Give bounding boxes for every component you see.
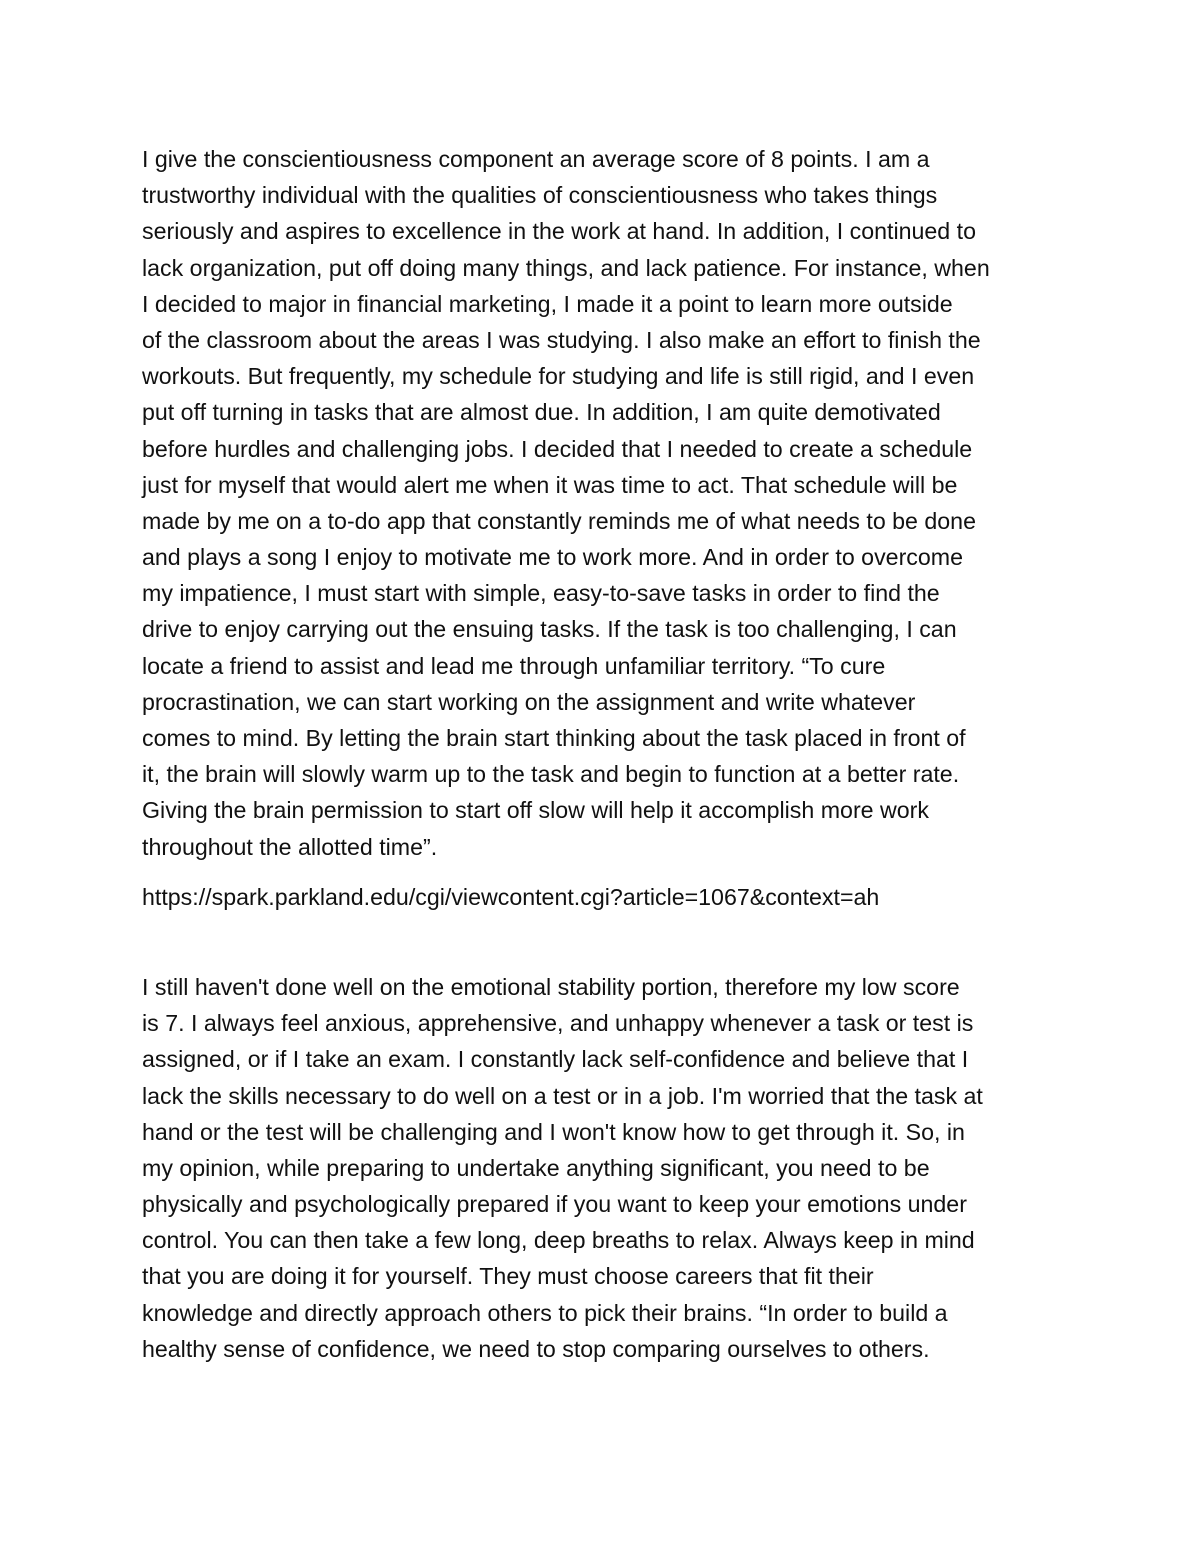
paragraph-line: is 7. I always feel anxious, apprehensive, and unhappy whenever a task or test is [142,1010,974,1037]
paragraph-line: that you are doing it for yourself. They must choose careers that fit their [142,1263,874,1290]
paragraph-line: I give the conscientiousness component an average score of 8 points. I am a [142,146,930,172]
paragraph-emotional-stability [142,969,1072,1367]
paragraph-line: physically and psychologically prepared if you want to keep your emotions under [142,1191,967,1218]
paragraph-line: I decided to major in financial marketing, I made it a point to learn more outside [142,290,953,317]
paragraph-line: Giving the brain permission to start off slow will help it accomplish more work [142,797,929,824]
document-body [142,141,1072,1367]
paragraph-line: made by me on a to-do app that constantly reminds me of what needs to be done [142,507,976,534]
paragraph-line: just for myself that would alert me when it was time to act. That schedule will be [142,471,958,498]
paragraph-line: comes to mind. By letting the brain start thinking about the task placed in front of [142,725,966,751]
paragraph-line: my impatience, I must start with simple, easy-to-save tasks in order to find the [142,580,940,607]
paragraph-line: and plays a song I enjoy to motivate me to work more. And in order to overcome [142,544,963,571]
paragraph-line: procrastination, we can start working on the assignment and write whatever [142,688,916,715]
paragraph-line: I still haven't done well on the emotional stability portion, therefore my low score [142,973,960,1000]
paragraph-line: it, the brain will slowly warm up to the task and begin to function at a better rate. [142,761,960,788]
paragraph-line: before hurdles and challenging jobs. I decided that I needed to create a schedule [142,435,973,462]
paragraph-conscientiousness [142,141,1072,865]
paragraph-line: seriously and aspires to excellence in the work at hand. In addition, I continued to [142,218,976,245]
paragraph-line: healthy sense of confidence, we need to stop comparing ourselves to others. [142,1335,930,1362]
paragraph-line: workouts. But frequently, my schedule for studying and life is still rigid, and I even [142,363,975,390]
paragraph-line: lack the skills necessary to do well on a test or in a job. I'm worried that the task at [142,1082,983,1109]
paragraph-line: put off turning in tasks that are almost due. In addition, I am quite demotivated [142,399,941,426]
paragraph-line: lack organization, put off doing many things, and lack patience. For instance, when [142,254,990,281]
paragraph-line: throughout the allotted time”. [142,833,438,860]
paragraph-line: hand or the test will be challenging and I won't know how to get through it. So, in [142,1118,965,1145]
paragraph-line: my opinion, while preparing to undertake anything significant, you need to be [142,1154,930,1181]
section-spacing [142,915,1072,969]
paragraph-line: control. You can then take a few long, deep breaths to relax. Always keep in mind [142,1227,975,1254]
paragraph-line: assigned, or if I take an exam. I constantly lack self-confidence and believe that I [142,1046,969,1073]
paragraph-line: of the classroom about the areas I was studying. I also make an effort to finish the [142,326,981,353]
source-url: https://spark.parkland.edu/cgi/viewcontent.cgi?article=1067&context=ah [142,883,880,910]
paragraph-line: trustworthy individual with the qualities of conscientiousness who takes things [142,182,938,209]
paragraph-line: drive to enjoy carrying out the ensuing tasks. If the task is too challenging, I can [142,616,957,643]
paragraph-spacing [142,865,1072,879]
paragraph-line: knowledge and directly approach others to pick their brains. “In order to build a [142,1299,948,1326]
paragraph-line: locate a friend to assist and lead me through unfamiliar territory. “To cure [142,652,886,679]
